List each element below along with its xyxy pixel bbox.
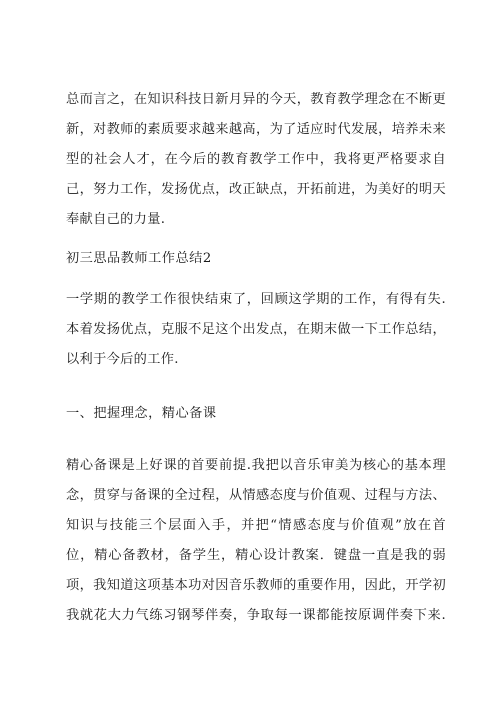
document-title: 初三思品教师工作总结2 <box>66 251 212 266</box>
section-heading: 一、把握理念，精心备课 <box>66 406 217 421</box>
paragraph-1-line-1: 总而言之，在知识科技日新月异的今天，教育教学理念在不断更 <box>66 92 446 107</box>
paragraph-1-line-3: 型的社会人才，在今后的教育教学工作中，我将更严格要求自 <box>66 152 446 167</box>
paragraph-2-line-1: 一学期的教学工作很快结束了，回顾这学期的工作，有得有失. <box>66 292 446 307</box>
paragraph-3-line-1: 精心备课是上好课的首要前提.我把以音乐审美为核心的基本理 <box>66 458 446 473</box>
paragraph-3-line-2: 念，贯穿与备课的全过程，从情感态度与价值观、过程与方法、 <box>66 488 446 503</box>
paragraph-2-line-2: 本着发扬优点，克服不足这个出发点，在期末做一下工作总结， <box>66 322 446 337</box>
paragraph-1-line-2: 新，对教师的素质要求越来越高，为了适应时代发展，培养未来 <box>66 122 446 137</box>
paragraph-1-line-5: 奉献自己的力量. <box>66 212 166 227</box>
paragraph-2-line-3: 以利于今后的工作. <box>66 352 179 367</box>
paragraph-3-line-3: 知识与技能三个层面入手，并把“情感态度与价值观”放在首 <box>66 518 446 533</box>
paragraph-3-line-6: 我就花大力气练习钢琴伴奏，争取每一课都能按原调伴奏下来. <box>66 608 446 623</box>
paragraph-3-line-5: 项，我知道这项基本功对因音乐教师的重要作用，因此，开学初 <box>66 578 446 593</box>
paragraph-1-line-4: 己，努力工作，发扬优点，改正缺点，开拓前进，为美好的明天 <box>66 182 446 197</box>
paragraph-3-line-4: 位，精心备教材，备学生，精心设计教案．键盘一直是我的弱 <box>66 548 446 563</box>
